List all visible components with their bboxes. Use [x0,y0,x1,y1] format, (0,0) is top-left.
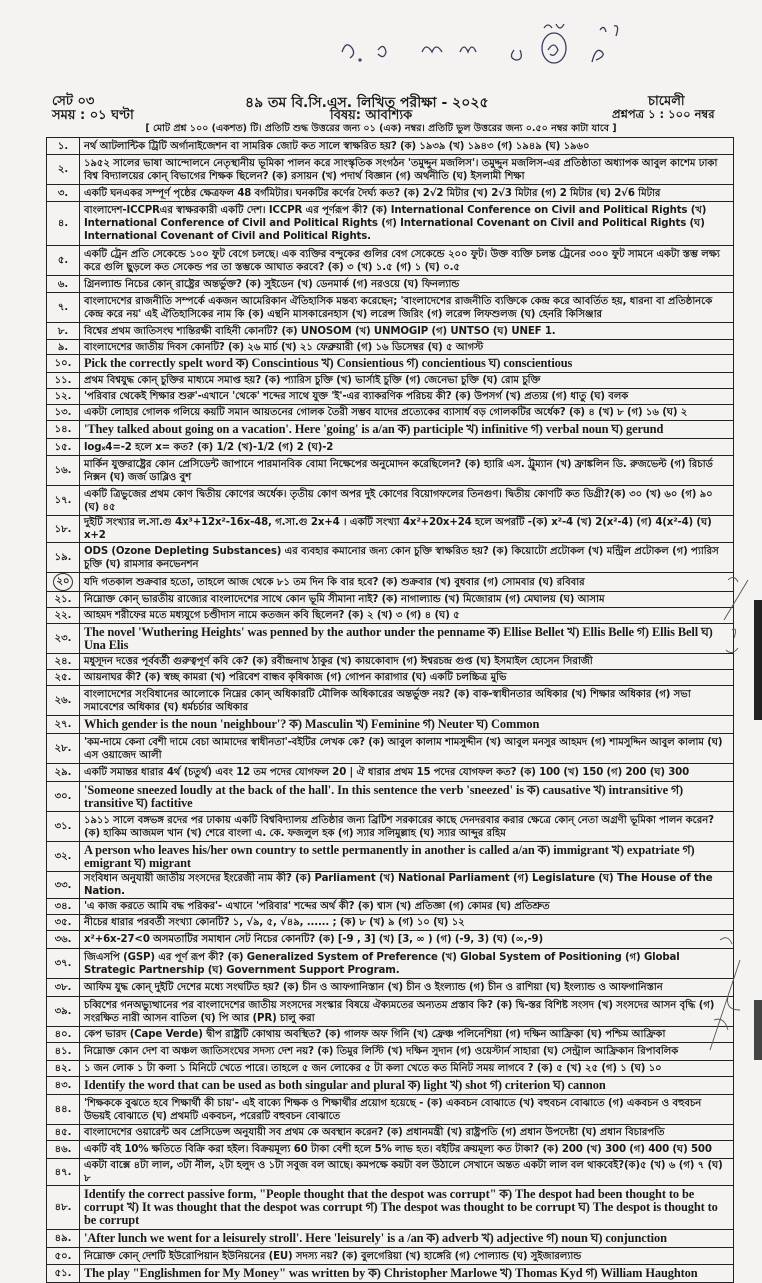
question-number-text: ২৩. [54,633,72,644]
question-number-text: ২০ [53,573,73,591]
question-number [47,355,80,373]
question-number [47,782,80,812]
question-row [47,716,734,734]
question-row [47,1095,734,1125]
question-number [47,486,80,516]
question-number [47,624,80,654]
question-number [47,872,80,899]
question-number [47,670,80,686]
question-row [47,439,734,456]
question-number-text: ৩১. [54,821,72,832]
question-row [47,486,734,516]
question-row [47,246,734,276]
question-row [47,456,734,486]
question-number [47,899,80,915]
question-number [47,1159,80,1186]
question-text: নিম্নোক্ত কোন্ ভারতীয় রাজ্যের বাংলাদেশের সাথে কোন ভূমি সীমানা নাই? (ক) নাগাল্যান্ড (খ) মিজোরাম (গ) মেঘালয় (ঘ) আসাম [80,592,734,608]
question-number-text: ৪৮. [54,1202,72,1213]
question-text: যদি গতকাল শুক্রবার হতো, তাহলে আজ থেকে ৮১ তম দিন কি বার হবে? (ক) শুক্রবার (খ) বুধবার (গ) সোমবার (ঘ) রবিবার [80,573,734,592]
question-number [47,1125,80,1141]
question-row [47,764,734,782]
question-text: ODS (Ozone Depleting Substances) এর ব্যবহার কমানোর জন্য কোন চুক্তি স্বাক্ষরিত হয়? (ক) কিয়োটো প্রটোকল (খ) মন্ট্রিল প্রটোকল (গ) প্যারিস চুক্তি (ঘ) রামসার কনভেনশন [80,543,734,573]
question-text: 'শিক্ষককে বুঝতে হবে শিক্ষার্থী কী চায়'- এই বাক্যে শিক্ষক ও শিক্ষার্থীর প্রয়োগ হয়েছে - (ক) একবচন বোঝাতে (খ) বহুবচন বোঝাতে (গ) একবচন ও বহুবচন উভয়ই বোঝাতে (ঘ) প্রথমটি একবচন, পরেরটি বহুবচন বোঝাতে [80,1095,734,1125]
question-number [47,439,80,456]
question-row [47,1186,734,1230]
question-row [47,573,734,592]
question-text: 'এ কাজ করতে আমি বদ্ধ পরিকর'- এখানে 'পরিবার' শব্দের অর্থ কী? (ক) শ্বাস (খ) প্রতিজ্ঞা (গ) কোমর (ঘ) প্রতিশ্রুত [80,899,734,915]
question-number-text: ২৫. [54,672,72,683]
question-number-text: ৩৯. [54,1006,72,1017]
question-number-text: ৪৫. [54,1127,72,1138]
question-number-text: ৫১. [54,1268,72,1279]
question-text: মার্কিন যুক্তরাষ্ট্রের কোন প্রেসিডেন্ট জাপানে পারমানবিক বোমা নিক্ষেপের অনুমোদন করেছিলেন? (ক) হ্যারি এস. ট্রুম্যান (খ) ফ্রাঙ্কলিন ডি. রুজভেল্ট (গ) রিচার্ড নিক্সন (ঘ) জর্জ ডাব্লিও বুশ [80,456,734,486]
question-number-text: ১৯. [54,552,72,563]
question-number-text: ২৬. [54,695,72,706]
question-row [47,592,734,608]
question-number-text: ৪২. [54,1063,72,1074]
handwritten-notes [330,22,670,66]
question-number [47,949,80,979]
question-row [47,421,734,439]
question-row [47,997,734,1027]
question-row [47,1230,734,1248]
question-text: 'They talked about going on a vacation'. Here 'going' is a/an ক) participle খ) infinitive গ) verbal noun ঘ) gerund [80,421,734,439]
question-row [47,872,734,899]
instructions: [ মোট প্রশ্ন ১০০ (একশত) টি। প্রতিটি শুদ্ধ উত্তরের জন্য ০১ (এক) নম্বর। প্রতিটি ভুল উত্তরের জন্য ০.৫০ নম্বর কাটা যাবে ] [145,123,617,134]
question-number-text: ৪. [57,218,69,229]
question-number-text: ১২. [54,391,72,402]
question-number-text: ১৪. [54,424,72,435]
question-number [47,456,80,486]
question-number [47,842,80,872]
question-number [47,654,80,670]
question-row [47,949,734,979]
question-number [47,608,80,624]
question-row [47,734,734,764]
question-text: বাংলাদেশের রাজনীতি সম্পর্কে একজন আমেরিকান ঐতিহাসিক মন্তব্য করেছেন; 'বাংলাদেশের রাজনীতি ব্যক্তিকে কেন্দ্র করে আবর্তিত হয়, ধারনা বা প্রতিষ্ঠানকে কেন্দ্র করে নয়' এই ঐতিহাসিকের নাম কি (ক) এন্থনি মাসকারেনহাস (খ) লরেন্স জিরিং (গ) লরেন্স লিফশুলজ (ঘ) হেনরি কিসিঞ্জার [80,293,734,323]
question-number [47,1186,80,1230]
question-row [47,915,734,931]
question-number-text: ৯. [57,341,69,353]
question-number [47,979,80,997]
question-row [47,670,734,686]
question-number [47,138,80,155]
question-number [47,421,80,439]
question-row [47,543,734,573]
question-number-text: ১০. [54,358,72,369]
question-text: 'কম-দামে কেনা বেশী দামে বেচা আমাদের স্বাধীনতা'-বইটির লেখক কে? (ক) আবুল কালাম শামসুদ্দীন (খ) আবুল মনসুর আহমদ (গ) শামসুদ্দিন আবুল কালাম (ঘ) এস ওয়াজেদ আলী [80,734,734,764]
time-label: সময় : ০১ ঘণ্টা [52,108,134,123]
question-number [47,405,80,421]
question-text: আফিম যুদ্ধ কোন্ দুইটি দেশের মধ্যে সংঘটিত হয়? (ক) চীন ও আফগানিস্তান (খ) চীন ও ইংল্যান্ড (গ) চীন ও রাশিয়া (ঘ) ইংল্যান্ড ও আফগানিস্তান [80,979,734,997]
question-number [47,686,80,716]
question-number-text: ২৮. [54,743,72,754]
question-text: বাংলাদেশের জাতীয় দিবস কোনটি? (ক) ২৬ মার্চ (খ) ২১ ফেব্রুয়ারী (গ) ১৬ ডিসেম্বর (ঘ) ৫ আগস্ট [80,340,734,355]
question-text: The play "Englishmen for My Money" was written by ক) Christopher Marlowe খ) Thomas Kyd গ) William Haughton [80,1265,734,1283]
question-text: একটি ট্রেন প্রতি সেকেন্ডে ১০০ ফুট বেগে চলছে। এক ব্যক্তির বন্দুকের গুলির বেগ সেকেন্ডে ২০০ ফুট। উক্ত ব্যক্তি চলন্ত ট্রেনের ৩০০ ফুট সামনে একটা স্তম্ভ লক্ষ্য করে গুলি ছুড়লে কত সেকেন্ড পর তা স্তম্ভকে আঘাত করবে? (ক) ৩ (খ) ১.৫ (গ) ১ (ঘ) ০.৫ [80,246,734,276]
question-row [47,276,734,293]
question-number [47,293,80,323]
question-number [47,764,80,782]
question-text: বাংলাদেশের সংবিধানের আলোকে নিম্নের কোন্ অধিকারটি মৌলিক অধিকারের অন্তর্ভুক্ত নয়? (ক) বাক-স্বাধীনতার অধিকার (খ) শিক্ষার অধিকার (গ) সভা সমাবেশের অধিকার (ঘ) ধর্মচর্চার অধিকার [80,686,734,716]
question-row [47,1159,734,1186]
question-number-text: ৪১. [54,1046,72,1057]
question-text: মধুসূদন দত্তের পূর্ববর্তী গুরুত্বপূর্ণ কবি কে? (ক) রবীন্দ্রনাথ ঠাকুর (খ) কায়কোবাদ (গ) ঈশ্বরচন্দ্র গুপ্ত (ঘ) ইসমাইল হোসেন সিরাজী [80,654,734,670]
question-number-text: ২. [57,164,69,175]
question-text: একটা বাক্সে ৪টা লাল, ৩টা নীল, ২টা হলুদ ও ১টা সবুজ বল আছে। কমপক্ষে কয়টা বল উঠালে সেখানে অন্তত একটা লাল বল থাকবেই?(ক)৫ (খ) ৬ (গ) ৭ (ঘ) ৮ [80,1159,734,1186]
question-number [47,1027,80,1043]
question-number-text: ৩৮. [54,982,72,993]
question-row [47,686,734,716]
question-number [47,340,80,355]
question-number [47,997,80,1027]
question-number [47,812,80,842]
question-text: ১ জন লোক ১ টা কলা ১ মিনিটে খেতে পারে। তাহলে ৫ জন লোকের ৫ টা কলা খেতে কত মিনিট সময় লাগবে ? (ক) ৫ (খ) ২৫ (গ) ১ (ঘ) ১০ [80,1061,734,1077]
question-number [47,1077,80,1095]
question-number [47,734,80,764]
margin-handwriting-2 [700,900,760,1080]
question-number-text: ৪৪. [54,1104,72,1115]
question-text: গ্রিনল্যান্ড নিচের কোন্ রাষ্ট্রের অন্তর্ভুক্ত? (ক) সুইডেন (খ) ডেনমার্ক (গ) নরওয়ে (ঘ) ফিনল্যান্ড [80,276,734,293]
question-number [47,246,80,276]
question-number-text: ৭. [57,302,69,313]
question-number-text: ১৮. [54,523,72,535]
variant-label: চামেলী [648,94,685,109]
question-number-text: ১৭. [54,495,72,506]
question-table [46,137,734,1283]
question-number-text: ৩৭. [54,958,72,969]
set-label: সেট ০৩ [52,94,95,109]
question-number [47,573,80,592]
question-text: একটি সমান্তর ধারার 4র্থ (চতুর্থ) এবং 12 তম পদের যোগফল 20 | ঐ ধারার প্রথম 15 পদের যোগফল কত? (ক) 100 (খ) 150 (গ) 200 (ঘ) 300 [80,764,734,782]
question-text: নীচের ধারার পরবর্তী সংখ্যা কোনটি? ১, √৯, ৫, √৪৯, ...... ; (ক) ৮ (খ) ৯ (গ) ১০ (ঘ) ১২ [80,915,734,931]
question-text: নিম্নোক্ত কোন্ দেশটি ইউরোপিয়ান ইউনিয়নের (EU) সদস্য নয়? (ক) বুলগেরিয়া (খ) হাঙ্গেরি (গ) পোল্যান্ড (ঘ) সুইজারল্যান্ড [80,1248,734,1265]
question-number-text: ২৭. [54,719,72,730]
question-number-text: ২২. [54,610,72,621]
question-text: কেপ ভারদ (Cape Verde) দ্বীপ রাষ্ট্রটি কোথায় অবস্থিত? (ক) গালফ অফ গিনি (খ) ফ্রেঞ্চ পলিনেশিয়া (গ) দক্ষিন আফ্রিকা (ঘ) পশ্চিম আফ্রিকা [80,1027,734,1043]
question-row [47,405,734,421]
question-number [47,323,80,340]
question-row [47,654,734,670]
question-text: প্রথম বিশ্বযুদ্ধ কোন্ চুক্তির মাধ্যমে সমাপ্ত হয়? (ক) প্যারিস চুক্তি (খ) ভার্সাই চুক্তি (গ) জেনেভা চুক্তি (ঘ) রোম চুক্তি [80,373,734,389]
question-number [47,1248,80,1265]
question-row [47,931,734,949]
question-number [47,389,80,405]
question-number-text: ২১. [54,594,72,605]
question-row [47,1141,734,1159]
margin-handwriting [718,560,758,700]
question-text: ১৯৫২ সালের ভাষা আন্দোলনে নেতৃস্থানীয় ভূমিকা পালন করে সাংস্কৃতিক সংগঠন 'তমুদ্দুন মজলিস'। তমুদ্দুন মজলিস-এর প্রতিষ্ঠাতা অধ্যাপক আবুল কাশেম ঢাকা বিশ্ব বিদ্যালয়ের কোন্ বিভাগের শিক্ষক ছিলেন? (ক) রসায়ন (খ) পদার্থ বিজ্ঞান (গ) অর্থনীতি (ঘ) ইসলামী শিক্ষা [80,155,734,185]
question-text: বিশ্বের প্রথম জাতিসংঘ শান্তিরক্ষী বাহিনী কোনটি? (ক) UNOSOM (খ) UNMOGIP (গ) UNTSO (ঘ) UNEF 1. [80,323,734,340]
scan-edge-2 [754,1000,762,1060]
question-row [47,1061,734,1077]
question-number [47,716,80,734]
question-number-text: ৪৩. [54,1080,72,1091]
question-number [47,592,80,608]
question-number-text: ১৫. [54,441,72,453]
question-number-text: ১৩. [54,407,72,418]
question-number-text: ৩২. [54,851,72,862]
question-row [47,1043,734,1061]
paper-marks-label: প্রশ্নপত্র ১ : ১০০ নম্বর [612,107,715,121]
question-text: চব্বিশের গনঅভ্যুত্থানের পর বাংলাদেশের জাতীয় সংসদের সংস্কার বিষয়ে ঐক্যমতের অন্যতম প্রস্তাব কি? (ক) দ্বি-স্তর বিশিষ্ট সংসদ (খ) সংসদের আসন বৃদ্ধি (গ) সংরক্ষিত নারী আসন বাতিল (ঘ) পি আর (PR) চালু করা [80,997,734,1027]
question-number [47,202,80,246]
question-text: নর্থ আটলান্টিক ট্রিটি অর্গানাইজেশন বা সামরিক জোট কত সালে স্বাক্ষরিত হয়? (ক) ১৯৩৯ (খ) ১৯৪৩ (গ) ১৯৪৯ (ঘ) ১৯৬০ [80,138,734,155]
question-row [47,293,734,323]
question-row [47,138,734,155]
question-row [47,899,734,915]
question-text: 'Someone sneezed loudly at the back of the hall'. In this sentence the verb 'sneezed' is ক) causative খ) intransitive গ) transitive ঘ) factitive [80,782,734,812]
question-row [47,202,734,246]
question-number-text: ৫. [57,255,69,266]
question-text: 'পরিবার থেকেই শিক্ষার শুরু'-এখানে 'থেকে' শব্দের সাথে যুক্ত 'ই'-এর ব্যাকরণিক পরিচয় কী? (ক) উপসর্গ (খ) প্রত্যয় (গ) ধাতু (ঘ) বলক [80,389,734,405]
question-text: x²+6x-27<0 অসমতাটির সমাধান সেট নিচের কোনটি? (ক) [-9 , 3] (খ) [3, ∞ ) (গ) (-9, 3) (ঘ) (∞,-9) [80,931,734,949]
question-text: বাংলাদেশের ওয়ারেন্ট অব প্রেসিডেন্স অনুযায়ী সব প্রথম কে অবস্থান করেন? (ক) প্রধানমন্ত্রী (খ) রাষ্ট্রপতি (গ) প্রধান উপদেষ্টা (ঘ) প্রধান বিচারপতি [80,1125,734,1141]
question-number [47,1095,80,1125]
question-row [47,608,734,624]
question-text: Identify the word that can be used as both singular and plural ক) light খ) shot গ) criterion ঘ) cannon [80,1077,734,1095]
question-number [47,543,80,573]
question-number-text: ৩৪. [54,901,72,912]
question-number-text: ৩৬. [54,934,72,945]
question-number-text: ১৬. [54,465,72,476]
question-row [47,842,734,872]
question-row [47,389,734,405]
question-row [47,1125,734,1141]
question-text: ১৯১১ সালে বঙ্গভঙ্গ রদের পর ঢাকায় একটি বিশ্ববিদ্যালয় প্রতিষ্ঠার জন্য ব্রিটিশ সরকারের কাছে দেনদরবার করার ক্ষেত্রে কোন্ নেতা অগ্রণী ভূমিকা পালন করেন? (ক) হাকিম আজমল খান (খ) শেরে বাংলা এ. কে. ফজলুল হক (গ) স্যার সলিমুল্লাহ (ঘ) স্যার আব্দুর রহিম [80,812,734,842]
question-text: নিম্নোক্ত কোন দেশ বা অঞ্চল জাতিসংঘের সদস্য দেশ নয়? (ক) তিমুর লিস্টি (খ) দক্ষিন সুদান (গ) ওয়েস্টার্ন সাহারা (ঘ) সেন্ট্রাল আফ্রিকান রিপাবলিক [80,1043,734,1061]
question-text: logₓ4=-2 হলে x= কত? (ক) 1/2 (খ)-1/2 (গ) 2 (ঘ)-2 [80,439,734,456]
question-row [47,155,734,185]
question-number-text: ৬. [57,278,69,290]
question-text: আয়নাঘর কী? (ক) স্বচ্ছ কামরা (খ) পরিবেশ বান্ধব কৃষিকাজ (গ) গোপন কারাগার (ঘ) একটি চলচ্চিত্র মুভি [80,670,734,686]
question-row [47,1248,734,1265]
question-row [47,1027,734,1043]
question-number [47,1043,80,1061]
question-row [47,624,734,654]
question-number [47,276,80,293]
question-number-text: ৩০. [54,791,72,802]
question-row [47,1077,734,1095]
question-number-text: ৪৯. [54,1233,72,1244]
question-number-text: ৩৫. [54,917,72,928]
question-row [47,185,734,202]
question-text: একটি ত্রিভুজের প্রথম কোণ দ্বিতীয় কোণের অর্ধেক। তৃতীয় কোণ অপর দুই কোণের বিয়োগফলের তিনগুণ। দ্বিতীয় কোণটি কত ডিগ্রী?(ক) ৩০ (খ) ৬০ (গ) ৯০ (ঘ) ৪৫ [80,486,734,516]
question-text: Identify the correct passive form, "People thought that the despot was corrupt" ক) The despot had been thought to be corrupt খ) It was thought that the despot was corrupt গ) The despot was thought to be corrupt ঘ) The despot is thought to be corrupt [80,1186,734,1230]
question-number-text: ১. [57,140,69,152]
question-text: 'After lunch we went for a leisurely stroll'. Here 'leisurely' is a /an ক) adverb খ) adjective গ) noun ঘ) conjunction [80,1230,734,1248]
question-number-text: ১১. [54,375,72,386]
question-number-text: ৪৭. [54,1166,72,1178]
question-row [47,782,734,812]
question-number-text: ৩৩. [54,879,72,891]
question-number [47,931,80,949]
question-number [47,516,80,543]
question-number [47,373,80,389]
question-row [47,812,734,842]
question-text: একটি ঘনএকর সম্পূর্ণ পৃষ্ঠের ক্ষেত্রফল 48 বর্গমিটার। ঘনকটির কর্ণের দৈর্ঘ্য কত? (ক) 2√2 মিটার (খ) 2√3 মিটার (গ) 2 মিটার (ঘ) 2√6 মিটার [80,185,734,202]
question-number [47,915,80,931]
question-number-text: ২৪. [54,656,72,667]
question-row [47,373,734,389]
exam-title: ৪৯ তম বি.সি.এস. লিখিত পরীক্ষা - ২০২৫ [245,95,489,111]
question-text: সংবিধান অনুযায়ী জাতীয় সংসদের ইংরেজী নাম কী? (ক) Parliament (খ) National Parliament (গ) Legislature (ঘ) The House of the Nation. [80,872,734,899]
question-text: আহমদ শরীফের মতে মধ্যযুগে চণ্ডীদাস নামে কতজন কবি ছিলেন? (ক) ২ (খ) ৩ (গ) ৪ (ঘ) ৫ [80,608,734,624]
question-number [47,155,80,185]
question-number-text: ৪৬. [54,1144,72,1155]
question-row [47,323,734,340]
question-row [47,979,734,997]
question-number-text: ২৯. [54,767,72,778]
question-number-text: ৮. [57,325,69,337]
question-number-text: ৪০. [54,1029,72,1040]
question-text: বাংলাদেশ-ICCPRএর স্বাক্ষরকারী একটি দেশ। ICCPR এর পূর্ণরূপ কী? (ক) International Conference on Civil and Political Rights (খ) International Conference of Civil and Political Rights (গ) International Covenant on Civil and Political Rights (ঘ) International Covenant of Civil and Political Rights. [80,202,734,246]
question-row [47,516,734,543]
question-number-text: ৫০. [54,1250,72,1262]
question-text: The novel 'Wuthering Heights' was penned by the author under the penname ক) Ellise Bellet খ) Ellis Belle গ) Ellis Bell ঘ) Una Elis [80,624,734,654]
question-number [47,1141,80,1159]
question-text: একটা লোহার গোলক গলিয়ে কয়টি সমান আয়তনের গোলক তৈরী সম্ভব যাদের প্রত্যেকের ব্যাসার্ধ বড় গোলকটির অর্ধেক? (ক) ৪ (খ) ৮ (গ) ১৬ (ঘ) ২ [80,405,734,421]
question-number [47,1061,80,1077]
scan-edge [754,600,762,720]
question-row [47,340,734,355]
subject-label: বিষয়: আবশ্যিক [330,108,413,123]
question-number [47,1230,80,1248]
question-text: একটি বই 10% ক্ষতিতে বিক্রি করা হইল। বিক্রয়মূল্য 60 টাকা বেশী হলে 5% লাভ হত। বইটির ক্রয়মূল্য কত টাকা? (ক) 200 (খ) 300 (গ) 400 (ঘ) 500 [80,1141,734,1159]
question-text: Which gender is the noun 'neighbour'? ক) Masculin খ) Feminine গ) Neuter ঘ) Common [80,716,734,734]
question-text: জিএসপি (GSP) এর পূর্ণ রূপ কী? (ক) Generalized System of Preference (খ) Global System of Positioning (গ) Global Strategic Partnership (ঘ) Government Support Program. [80,949,734,979]
question-text: দুইটি সংখ্যার ল.সা.গু 4x³+12x²-16x-48, গ.সা.গু 2x+4 । একটি সংখ্যা 4x²+20x+24 হলে অপরটি -(ক) x²-4 (খ) 2(x²-4) (গ) 4(x²-4) (ঘ) x+2 [80,516,734,543]
question-row [47,355,734,373]
question-number-text: ৩. [57,187,69,199]
question-text: A person who leaves his/her own country to settle permanently in another is called a/an ক) immigrant খ) expatriate গ) emigrant ঘ) migrant [80,842,734,872]
question-number [47,185,80,202]
question-text: Pick the correctly spelt word ক) Conscintious খ) Consientious গ) concientious ঘ) conscientious [80,355,734,373]
